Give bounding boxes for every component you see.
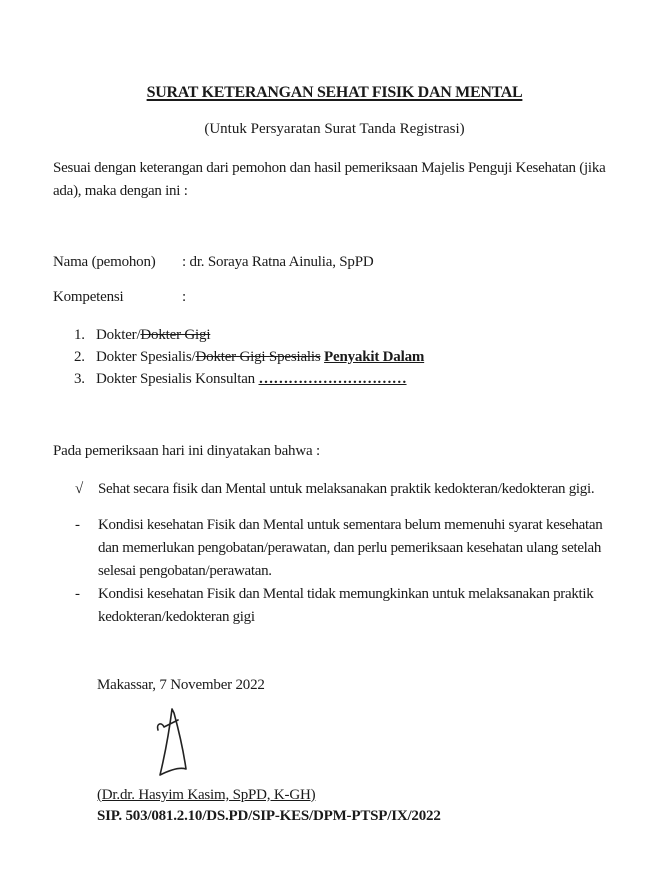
sip-number: SIP. 503/081.2.10/DS.PD/SIP-KES/DPM-PTSP/IX/2022 <box>97 808 441 824</box>
item-struck-text: Dokter Gigi Spesialis <box>195 349 321 365</box>
statement-text: Kondisi kesehatan Fisik dan Mental untuk sementara belum memenuhi syarat kesehatan dan memerlukan pengobatan/perawatan, dan perlu pemeriksaan kesehatan ulang setelah selesai pengobatan/perawatan. <box>98 517 603 579</box>
name-value: : dr. Soraya Ratna Ainulia, SpPD <box>182 254 374 270</box>
competence-item <box>74 349 424 366</box>
item-text: Dokter/ <box>96 327 141 343</box>
item-specialty: Penyakit Dalam <box>324 349 425 365</box>
item-text: Dokter Spesialis/ <box>96 349 196 365</box>
competence-label: Kompetensi <box>53 289 124 305</box>
item-number: 2. <box>74 349 85 365</box>
signature-image <box>150 705 200 780</box>
competence-colon: : <box>182 289 186 305</box>
dash-icon: - <box>75 586 80 602</box>
item-number: 1. <box>74 327 85 343</box>
competence-item <box>74 371 407 388</box>
statement-text: Sehat secara fisik dan Mental untuk melaksanakan praktik kedokteran/kedokteran gigi. <box>98 481 595 497</box>
exam-intro: Pada pemeriksaan hari ini dinyatakan bahwa : <box>53 443 320 459</box>
dash-icon: - <box>75 517 80 533</box>
item-blank: ………………………… <box>258 371 407 387</box>
item-number: 3. <box>74 371 85 387</box>
name-label: Nama (pemohon) <box>53 254 156 270</box>
item-text: Dokter Spesialis Konsultan <box>96 371 259 387</box>
place-date: Makassar, 7 November 2022 <box>97 677 265 693</box>
document-title: SURAT KETERANGAN SEHAT FISIK DAN MENTAL <box>146 84 523 101</box>
intro-paragraph: Sesuai dengan keterangan dari pemohon dan hasil pemeriksaan Majelis Penguji Kesehatan (jika ada), maka dengan ini : <box>53 160 606 199</box>
signatory-name: (Dr.dr. Hasyim Kasim, SpPD, K-GH) <box>97 787 316 803</box>
item-struck-text: Dokter Gigi <box>140 327 211 343</box>
check-icon: √ <box>75 481 83 497</box>
competence-item <box>74 327 210 344</box>
document-subtitle: (Untuk Persyaratan Surat Tanda Registrasi) <box>204 121 465 137</box>
statement-text: Kondisi kesehatan Fisik dan Mental tidak memungkinkan untuk melaksanakan praktik kedokteran/kedokteran gigi <box>98 586 594 625</box>
